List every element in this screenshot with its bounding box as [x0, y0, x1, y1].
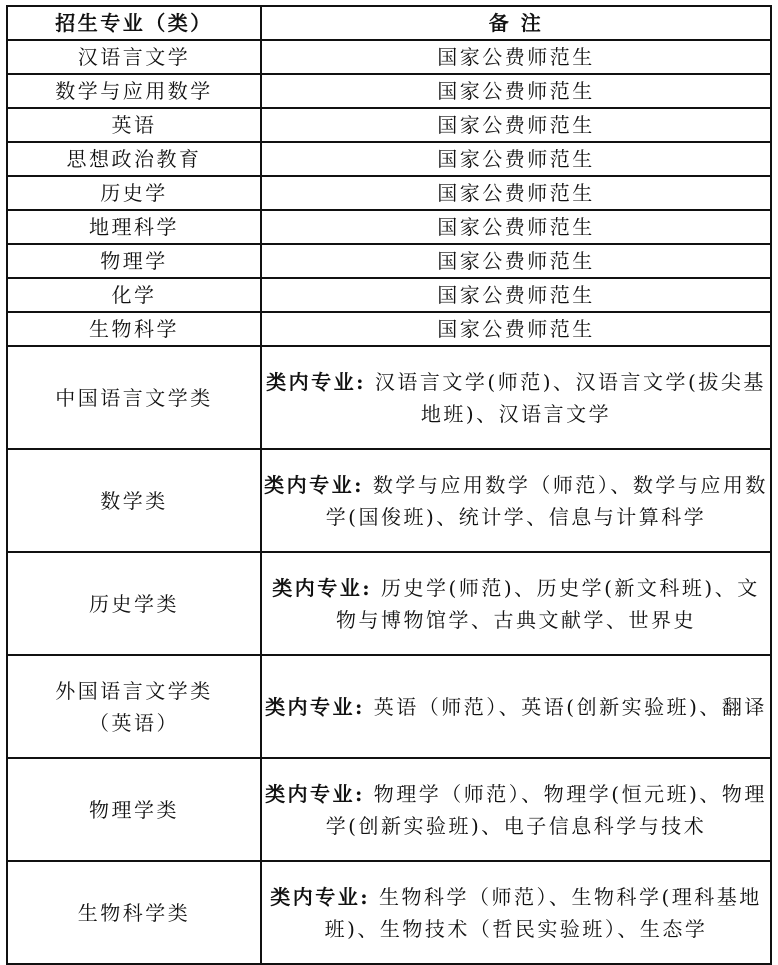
major-cell: 生物科学	[7, 312, 261, 346]
sub-majors-cell	[261, 552, 771, 655]
header-row	[7, 6, 771, 40]
major-cell: 汉语言文学	[7, 40, 261, 74]
sub-majors-cell	[261, 449, 771, 552]
note-cell: 国家公费师范生	[261, 142, 771, 176]
note-cell: 国家公费师范生	[261, 312, 771, 346]
sub-majors-cell	[261, 758, 771, 861]
table-row-group	[7, 655, 771, 758]
major-group-cell	[7, 861, 261, 964]
major-group-cell	[7, 346, 261, 449]
major-cell: 化学	[7, 278, 261, 312]
sub-majors-label: 类内专业:	[265, 694, 365, 719]
table-row-group	[7, 758, 771, 861]
table-row	[7, 312, 771, 346]
table-row-group	[7, 552, 771, 655]
major-group-subname: （英语）	[89, 710, 179, 735]
table-row	[7, 108, 771, 142]
major-cell: 思想政治教育	[7, 142, 261, 176]
table-row	[7, 74, 771, 108]
sub-majors-list: 汉语言文学(师范)、汉语言文学(拔尖基地班)、汉语言文学	[366, 369, 766, 426]
note-cell: 国家公费师范生	[261, 108, 771, 142]
table-row	[7, 176, 771, 210]
sub-majors-label: 类内专业:	[266, 369, 367, 394]
major-group-cell	[7, 552, 261, 655]
major-group-name: 物理学类	[89, 797, 179, 822]
major-cell: 英语	[7, 108, 261, 142]
major-group-name: 中国语言文学类	[55, 385, 213, 410]
major-cell: 数学与应用数学	[7, 74, 261, 108]
note-cell: 国家公费师范生	[261, 74, 771, 108]
note-cell: 国家公费师范生	[261, 244, 771, 278]
majors-table	[6, 5, 772, 965]
note-cell: 国家公费师范生	[261, 210, 771, 244]
sub-majors-list: 生物科学（师范）、生物科学(理科基地班)、生物技术（哲民实验班）、生态学	[324, 884, 762, 941]
table-row	[7, 210, 771, 244]
note-cell: 国家公费师范生	[261, 40, 771, 74]
note-cell: 国家公费师范生	[261, 176, 771, 210]
major-group-name: 生物科学类	[77, 900, 191, 925]
sub-majors-cell	[261, 655, 771, 758]
major-cell: 历史学	[7, 176, 261, 210]
major-cell: 物理学	[7, 244, 261, 278]
header-major: 招生专业（类）	[7, 6, 261, 40]
sub-majors-list: 英语（师范）、英语(创新实验班)、翻译	[364, 694, 767, 719]
sub-majors-list: 历史学(师范)、历史学(新文科班)、文物与博物馆学、古典文献学、世界史	[336, 575, 760, 632]
table-row	[7, 278, 771, 312]
note-cell: 国家公费师范生	[261, 278, 771, 312]
major-group-cell	[7, 449, 261, 552]
major-cell: 地理科学	[7, 210, 261, 244]
major-group-name: 数学类	[100, 488, 168, 513]
table-row	[7, 244, 771, 278]
sub-majors-label: 类内专业:	[272, 575, 373, 600]
sub-majors-label: 类内专业:	[270, 884, 371, 909]
table-row-group	[7, 346, 771, 449]
table-row-group	[7, 861, 771, 964]
major-group-cell	[7, 655, 261, 758]
major-group-cell	[7, 758, 261, 861]
sub-majors-cell	[261, 861, 771, 964]
sub-majors-list: 物理学（师范）、物理学(恒元班)、物理学(创新实验班)、电子信息科学与技术	[325, 781, 767, 838]
sub-majors-list: 数学与应用数学（师范）、数学与应用数学(国俊班)、统计学、信息与计算科学	[325, 472, 768, 529]
sub-majors-cell	[261, 346, 771, 449]
table-row-group	[7, 449, 771, 552]
sub-majors-label: 类内专业:	[264, 472, 365, 497]
major-group-name: 外国语言文学类	[55, 678, 213, 703]
table-row	[7, 142, 771, 176]
header-note: 备 注	[261, 6, 771, 40]
table-row	[7, 40, 771, 74]
sub-majors-label: 类内专业:	[265, 781, 365, 806]
major-group-name: 历史学类	[89, 591, 179, 616]
